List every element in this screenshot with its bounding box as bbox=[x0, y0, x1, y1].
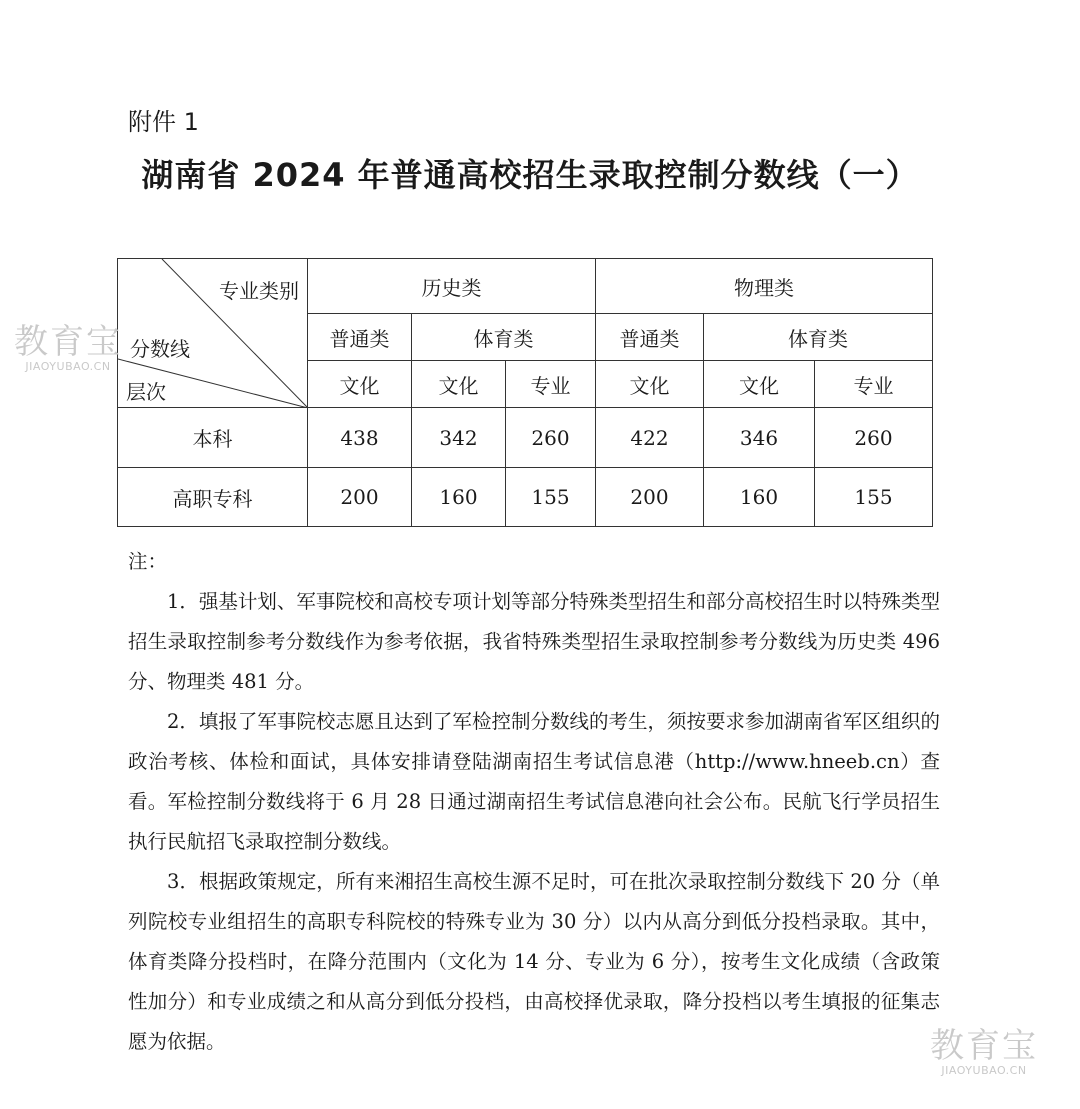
physics-general-culture-header: 文化 bbox=[596, 361, 704, 408]
watermark-logo-text: 教育宝 bbox=[930, 1026, 1038, 1066]
history-sports-culture-header: 文化 bbox=[412, 361, 506, 408]
cell-history-sports-culture: 342 bbox=[412, 408, 506, 468]
notes-heading: 注： bbox=[128, 550, 168, 573]
cell-history-sports-major: 260 bbox=[506, 408, 596, 468]
attachment-label: 附件 1 bbox=[128, 108, 199, 136]
cell-physics-general: 422 bbox=[596, 408, 704, 468]
row-level: 本科 bbox=[118, 408, 308, 468]
physics-sports-major-header: 专业 bbox=[815, 361, 933, 408]
cell-physics-general: 200 bbox=[596, 468, 704, 527]
watermark-right bbox=[930, 1028, 1038, 1077]
watermark-left bbox=[14, 324, 122, 373]
cell-physics-sports-major: 260 bbox=[815, 408, 933, 468]
row-level: 高职专科 bbox=[118, 468, 308, 527]
physics-general-header: 普通类 bbox=[596, 314, 704, 361]
history-general-culture-header: 文化 bbox=[308, 361, 412, 408]
cell-physics-sports-major: 155 bbox=[815, 468, 933, 527]
header-corner-cell bbox=[118, 259, 308, 408]
cell-physics-sports-culture: 346 bbox=[704, 408, 815, 468]
cell-history-sports-culture: 160 bbox=[412, 468, 506, 527]
history-sports-major-header: 专业 bbox=[506, 361, 596, 408]
table-row-vocational bbox=[118, 468, 933, 527]
physics-sports-culture-header: 文化 bbox=[704, 361, 815, 408]
history-general-header: 普通类 bbox=[308, 314, 412, 361]
note-item-1: 1．强基计划、军事院校和高校专项计划等部分特殊类型招生和部分高校招生时以特殊类型招生录取控制参考分数线作为参考依据，我省特殊类型招生录取控制参考分数线为历史类 496 分、物理类 481 分。 bbox=[128, 590, 940, 693]
history-sports-header: 体育类 bbox=[412, 314, 596, 361]
watermark-url: JIAOYUBAO.CN bbox=[941, 1064, 1027, 1077]
cell-history-general: 438 bbox=[308, 408, 412, 468]
category-label: 专业类别 bbox=[219, 279, 299, 303]
score-table bbox=[117, 258, 933, 527]
history-header: 历史类 bbox=[308, 259, 596, 314]
cell-physics-sports-culture: 160 bbox=[704, 468, 815, 527]
cell-history-general: 200 bbox=[308, 468, 412, 527]
watermark-url: JIAOYUBAO.CN bbox=[25, 360, 111, 373]
physics-header: 物理类 bbox=[596, 259, 933, 314]
note-item-2: 2．填报了军事院校志愿且达到了军检控制分数线的考生，须按要求参加湖南省军区组织的政治考核、体检和面试，具体安排请登陆湖南招生考试信息港（http://www.hneeb.cn）查看。军检控制分数线将于 6 月 28 日通过湖南招生考试信息港向社会公布。民航飞行学员招生执行民航招飞录取控制分数线。 bbox=[128, 710, 940, 853]
level-label: 层次 bbox=[126, 380, 166, 404]
score-line-label: 分数线 bbox=[130, 337, 190, 361]
table-row-undergraduate bbox=[118, 408, 933, 468]
page-title: 湖南省 2024 年普通高校招生录取控制分数线（一） bbox=[141, 156, 919, 194]
physics-sports-header: 体育类 bbox=[704, 314, 933, 361]
notes-section bbox=[128, 542, 940, 1062]
note-item-3: 3．根据政策规定，所有来湘招生高校生源不足时，可在批次录取控制分数线下 20 分（单列院校专业组招生的高职专科院校的特殊专业为 30 分）以内从高分到低分投档录取。其中，体育类降分投档时，在降分范围内（文化为 14 分、专业为 6 分），按考生文化成绩（含政策性加分）和专业成绩之和从高分到低分投档，由高校择优录取，降分投档以考生填报的征集志愿为依据。 bbox=[128, 870, 940, 1053]
cell-history-sports-major: 155 bbox=[506, 468, 596, 527]
watermark-logo-text: 教育宝 bbox=[14, 322, 122, 362]
